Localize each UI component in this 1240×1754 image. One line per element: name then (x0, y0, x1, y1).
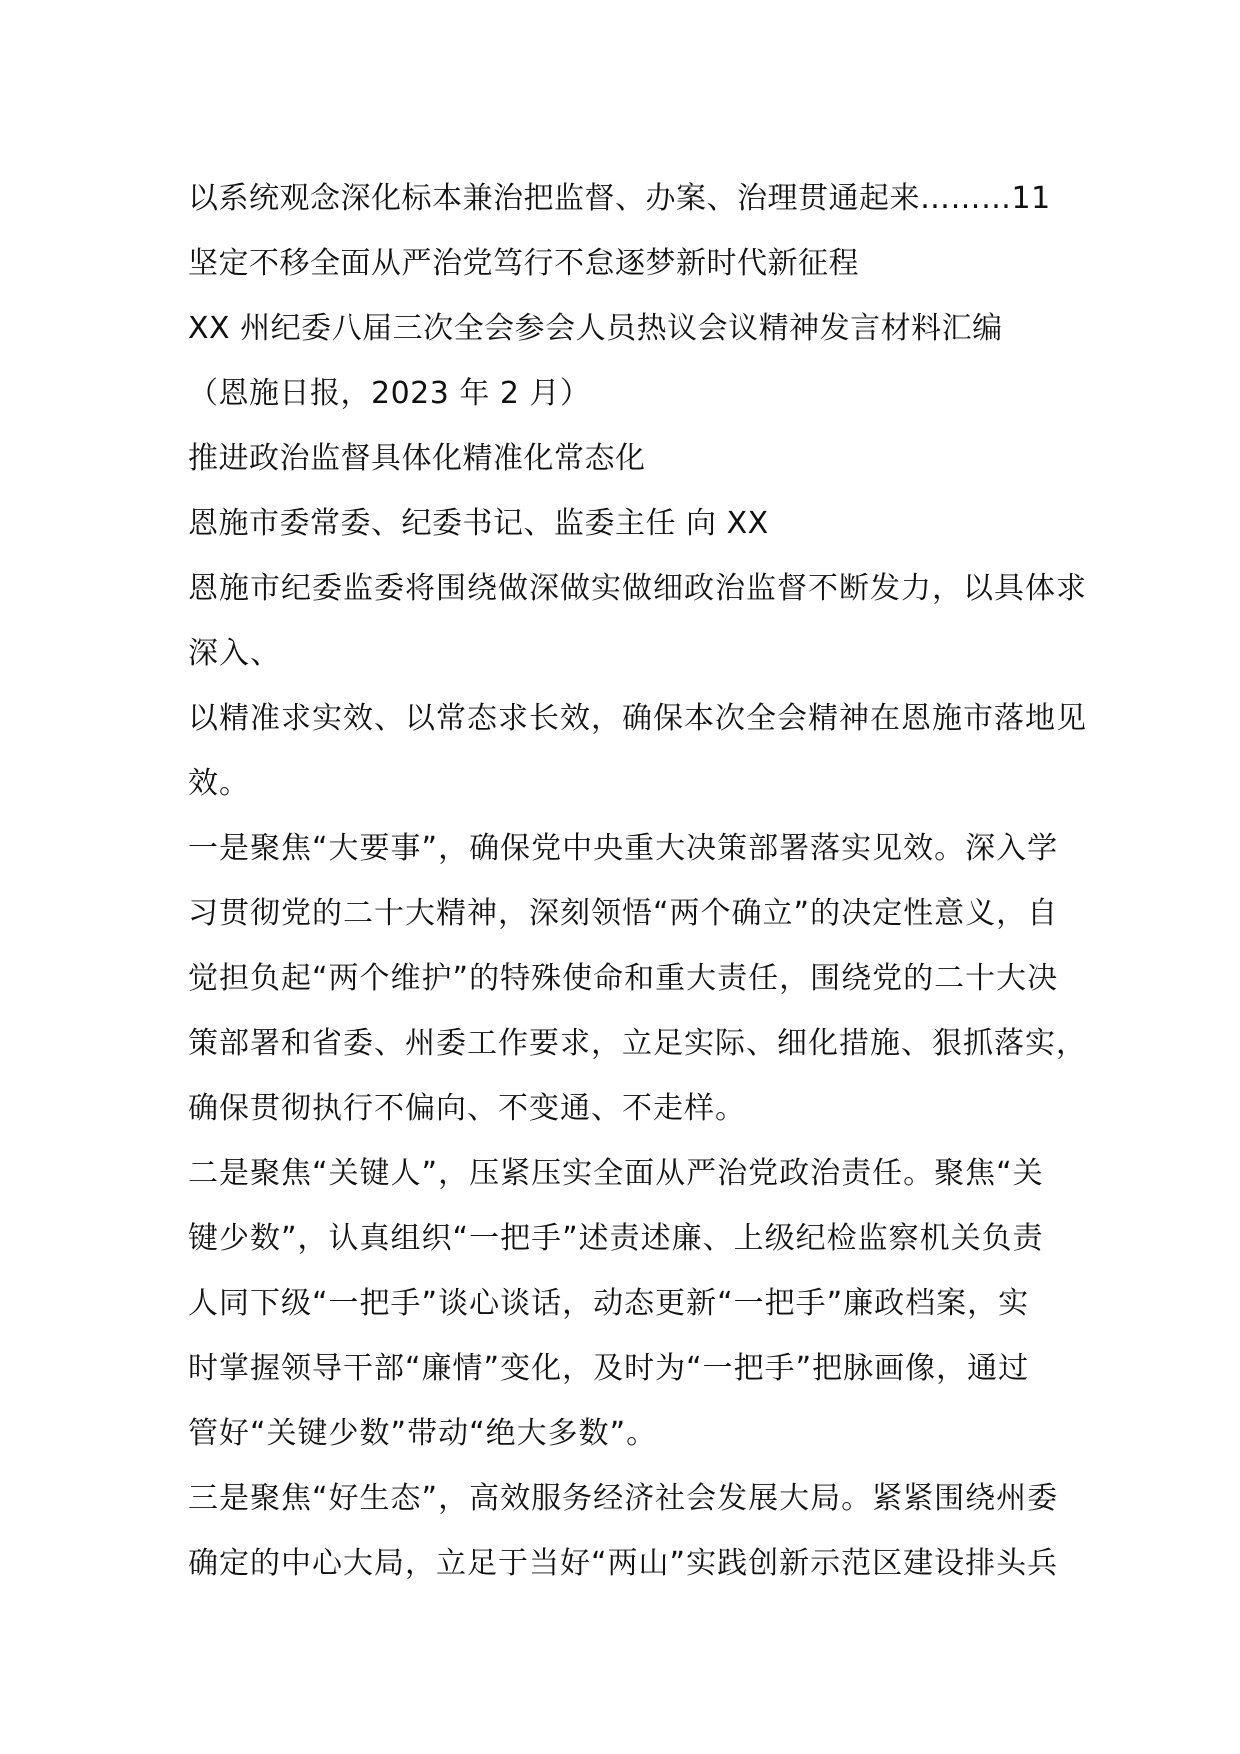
speaker-line: 恩施市委常委、纪委书记、监委主任 向 XX (188, 506, 769, 541)
paragraph-line: 确保贯彻执行不偏向、不变通、不走样。 (188, 1091, 746, 1126)
paragraph-intro-continued (188, 686, 1087, 816)
paragraph-line: 效。 (188, 766, 250, 801)
paragraph-line: 三是聚焦“好生态”，高效服务经济社会发展大局。紧紧围绕州委 (188, 1481, 1059, 1516)
paragraph-line: 恩施市纪委监委将围绕做深做实做细政治监督不断发力，以具体求 (188, 571, 1087, 606)
paragraph-point-three (188, 1466, 1068, 1596)
source-note: （恩施日报，2023 年 2 月） (188, 376, 591, 411)
paragraph-line: 键少数”，认真组织“一把手”述责述廉、上级纪检监察机关负责 (188, 1221, 1044, 1256)
speech-title: 推进政治监督具体化精准化常态化 (188, 441, 646, 476)
paragraph-line: 深入、 (188, 636, 281, 671)
paragraph-line: 以精准求实效、以常态求长效，确保本次全会精神在恩施市落地见 (188, 701, 1087, 736)
paragraph-line: 二是聚焦“关键人”，压紧压实全面从严治党政治责任。聚焦“关 (188, 1156, 1044, 1191)
paragraph-line: 习贯彻党的二十大精神，深刻领悟“两个确立”的决定性意义，自 (188, 896, 1059, 931)
document-body (188, 166, 1087, 1596)
paragraph-intro (188, 556, 1087, 686)
paragraph-line: 一是聚焦“大要事”，确保党中央重大决策部署落实见效。深入学 (188, 831, 1059, 866)
paragraph-line: 时掌握领导干部“廉情”变化，及时为“一把手”把脉画像，通过 (188, 1351, 1030, 1386)
paragraph-line: 觉担负起“两个维护”的特殊使命和重大责任，围绕党的二十大决 (188, 961, 1059, 996)
paragraph-line: 策部署和省委、州委工作要求，立足实际、细化措施、狠抓落实， (188, 1026, 1087, 1061)
collection-title: XX 州纪委八届三次全会参会人员热议会议精神发言材料汇编 (188, 311, 1003, 346)
article-title: 坚定不移全面从严治党笃行不怠逐梦新时代新征程 (188, 246, 859, 281)
paragraph-line: 人同下级“一把手”谈心谈话，动态更新“一把手”廉政档案，实 (188, 1286, 1030, 1321)
paragraph-line: 管好“关键少数”带动“绝大多数”。 (188, 1416, 658, 1451)
paragraph-line: 确定的中心大局，立足于当好“两山”实践创新示范区建设排头兵 (188, 1546, 1059, 1581)
paragraph-point-one (188, 816, 1087, 1141)
paragraph-point-two (188, 1141, 1068, 1466)
toc-entry: 以系统观念深化标本兼治把监督、办案、治理贯通起来………11 (188, 181, 1051, 216)
